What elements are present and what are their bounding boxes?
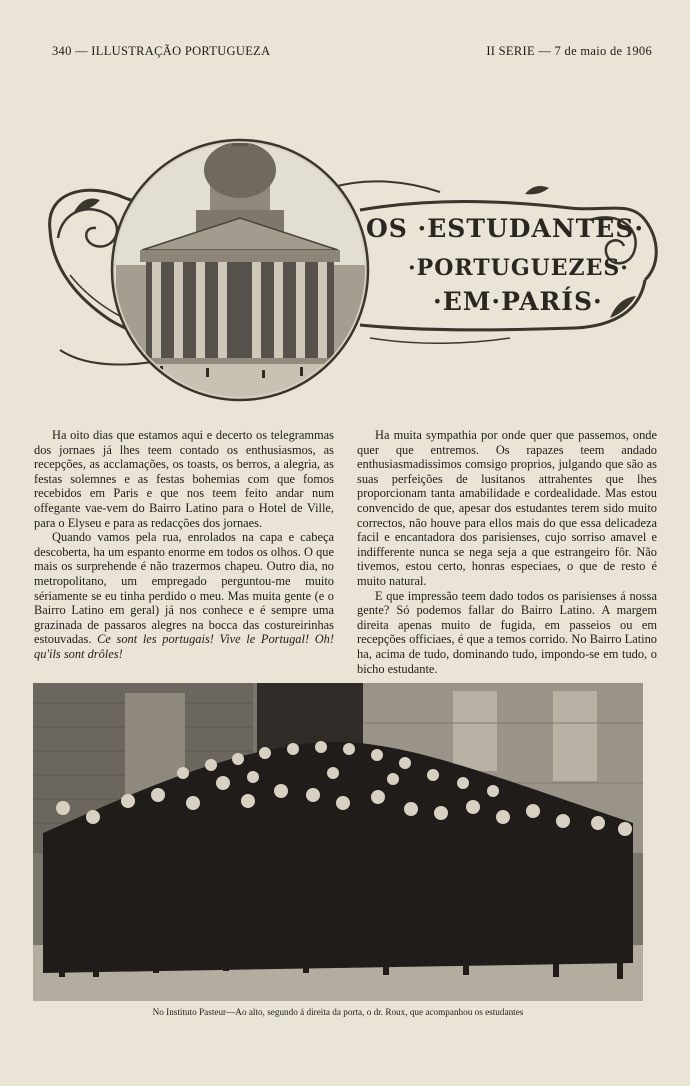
series-date: II SERIE — 7 de maio de 1906 bbox=[486, 44, 652, 58]
paragraph: E que impressão teem dado todos os parisienses á nossa gente? Só podemos fallar do Bairro Latino. A margem direita apenas muito de fugida, em passeios ou em recepções officiaes, é que a temos corrido. No Bairro Latino ha, acima de tudo, dominando tudo, impondo-se em tudo, o bicho estudante. bbox=[357, 588, 657, 676]
paragraph: Ha oito dias que estamos aqui e decerto os telegrammas dos jornaes já lhes teem contado os enthusiasmos, as recepções, as acclamações, os toasts, os berros, a alegria, as festas solemnes e as festas bohemias com que fomos recebidos em Paris e que nos teem feito andar num offegante vae-vem do Bairro Latino para o Hotel de Ville, para o Elyseu e para as redacções dos jornaes. bbox=[34, 428, 334, 530]
group-photograph bbox=[33, 683, 643, 1001]
article-column-left bbox=[34, 428, 334, 662]
title-banner bbox=[30, 70, 660, 420]
article-column-right bbox=[357, 428, 657, 676]
title-line-3: ·EM·PARÍS· bbox=[433, 287, 603, 316]
running-head bbox=[52, 44, 652, 62]
paragraph-text: Quando vamos pela rua, enrolados na capa e cabeça descoberta, ha um espanto enorme em todos os olhos. O que mais os surprehende é não trazermos chapeu. Outro dia, no metropolitano, um empregado perguntou-me muito sériamente se eu tinha perdido o meu. Mas muita gente (e o Bairro Latino em geral) já nos conhece e é sempre uma grazinada de passaros alegres na bocca das costureirinhas estouvadas. bbox=[34, 530, 334, 647]
title-line-2: ·PORTUGUEZES· bbox=[408, 255, 629, 281]
french-quote: Ce sont les portugais! Vive le Portugal! Oh! qu'ils sont drôles! bbox=[34, 632, 334, 661]
paragraph: Ha muita sympathia por onde quer que passemos, onde quer que entremos. Os rapazes teem andado enthusiasmadissimos comsigo proprios, julgando que são as suas perfeições de lusitanos attrahentes que lhes proporcionam tanta amabilidade e cordealidade. Mas estou convencido de que, apesar dos estudantes terem sido muito correctos, não houve para ellos mais do que essa delicadeza facil e encantadora dos parisienses, cujo sorriso amavel e indifferente nunca se nega seja a que estrangeiro fôr. Não tivemos, estou certo, honras especiaes, o que de resto é muito natural. bbox=[357, 428, 657, 588]
ornamental-frame bbox=[30, 70, 660, 420]
paragraph bbox=[34, 530, 334, 661]
title-line-1: OS ·ESTUDANTES· bbox=[366, 214, 645, 243]
page-number-title: 340 — ILLUSTRAÇÃO PORTUGUEZA bbox=[52, 44, 271, 58]
photo-caption: No Instituto Pasteur—Ao alto, segundo á direita da porta, o dr. Roux, que acompanhou os estudantes bbox=[152, 1007, 524, 1017]
students-photo-illustration bbox=[33, 683, 643, 1001]
